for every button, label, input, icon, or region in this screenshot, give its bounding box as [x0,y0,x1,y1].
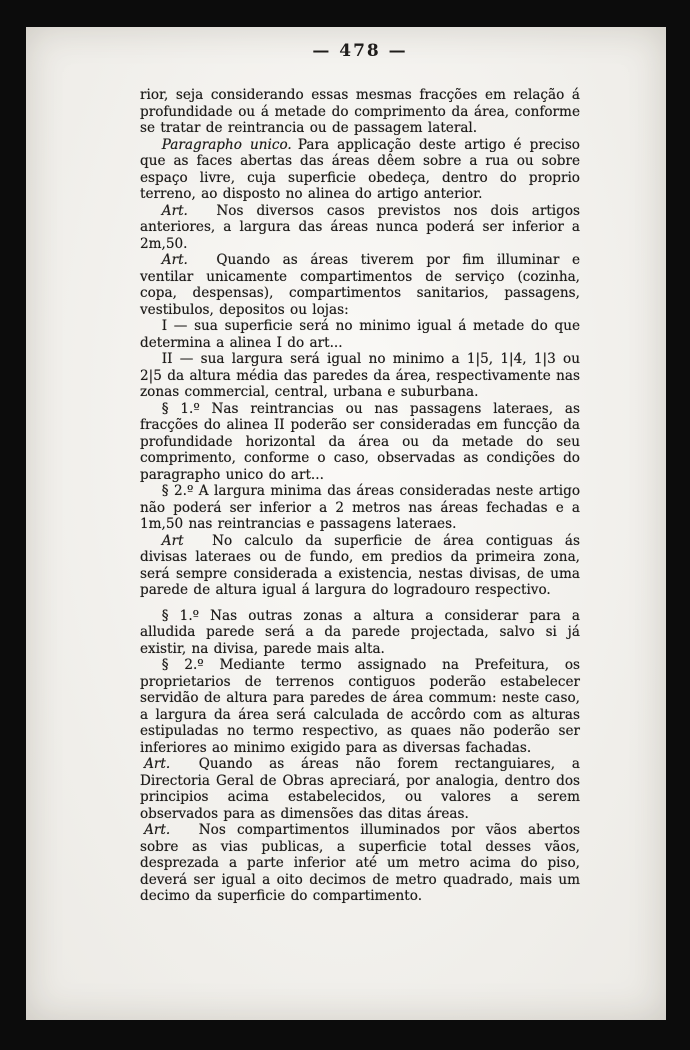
paragraph-text: II — sua largura será igual no minimo a 1|5, 1|4, 1|3 ou 2|5 da altura média das paredes da área, respectivamente nas zonas commercial, central, urbana e suburbana. [140,351,580,400]
paragraph [140,608,580,658]
paragraph [140,137,580,203]
paragraph-text: § 2.º A largura minima das áreas consideradas neste artigo não poderá ser inferior a 2 metros nas áreas fechadas e a 1m,50 nas reintrancias e passagens lateraes. [140,483,580,532]
paragraph-lead: Art. [161,252,188,268]
text-block [140,87,580,905]
paragraph-lead: Art. [144,822,171,838]
paragraph [140,203,580,253]
paragraph [140,822,580,905]
paragraph [140,401,580,484]
paragraph [140,87,580,137]
page-number: — 478 — [312,41,408,61]
paragraph-text: rior, seja considerando essas mesmas fracções em relação á profundidade ou á metade do comprimento da área, conforme se tratar de reintrancia ou de passagem lateral. [140,87,580,136]
document-page [26,27,666,1020]
paragraph-text: Nos diversos casos previstos nos dois artigos anteriores, a largura das áreas nunca poderá ser inferior a 2m,50. [140,202,580,252]
paragraph-text: Nos compartimentos illuminados por vãos abertos sobre as vias publicas, a superficie total desses vãos, desprezada a parte inferior até um metro acima do piso, deverá ser igual a oito decimos de metro quadrado, mais um decimo da superficie do compartimento. [140,822,580,904]
paragraph-text: I — sua superficie será no minimo igual á metade do que determina a alinea I do art... [140,318,580,351]
paragraph-lead: Art. [144,756,171,772]
paragraph-text: § 1.º Nas outras zonas a altura a considerar para a alludida parede será a da parede projectada, salvo si já existir, na divisa, parede mais alta. [140,607,580,657]
paragraph-text: § 1.º Nas reintrancias ou nas passagens lateraes, as fracções do alinea II poderão ser consideradas em funcção da profundidade horizontal da área ou da metade do seu comprimento, conforme o caso, observadas as condições do paragrapho unico do art... [140,400,580,483]
paragraph [140,657,580,756]
paragraph [140,351,580,401]
paragraph-text: Quando as áreas tiverem por fim illuminar e ventilar unicamente compartimentos de serviço (cozinha, copa, despensas), compartimentos sanitarios, passagens, vestibulos, depositos ou lojas: [140,252,580,318]
paragraph [140,318,580,351]
paragraph-text: Para applicação deste artigo é preciso que as faces abertas das áreas dêem sobre a rua ou sobre espaço livre, cuja superficie obedeça, dentro do proprio terreno, ao disposto no alinea do artigo anterior. [140,136,580,202]
paragraph [140,533,580,599]
paragraph-lead: Art [161,532,184,549]
paragraph [140,756,580,822]
paragraph-text: Quando as áreas não forem rectanguiares, a Directoria Geral de Obras apreciará, por analogia, dentro dos principios acima estabelecidos, ou valores a serem observados para as dimensões das ditas áreas. [140,756,580,822]
paragraph-lead: Art. [161,202,188,219]
paragraph-lead: Paragrapho unico. [161,136,292,153]
paragraph-text: No calculo da superficie de área contiguas ás divisas lateraes ou de fundo, em predios da primeira zona, será sempre considerada a existencia, nestas divisas, de uma parede de altura igual á largura do logradouro respectivo. [140,532,580,598]
paragraph-text: § 2.º Mediante termo assignado na Prefeitura, os proprietarios de terrenos contiguos poderão estabelecer servidão de altura para paredes de área commum: neste caso, a largura da área será calculada de accôrdo com as alturas estipuladas no termo respectivo, as quaes não poderão ser inferiores ao minimo exigido para as diversas fachadas. [140,657,580,756]
paragraph [140,483,580,533]
paragraph [140,252,580,318]
